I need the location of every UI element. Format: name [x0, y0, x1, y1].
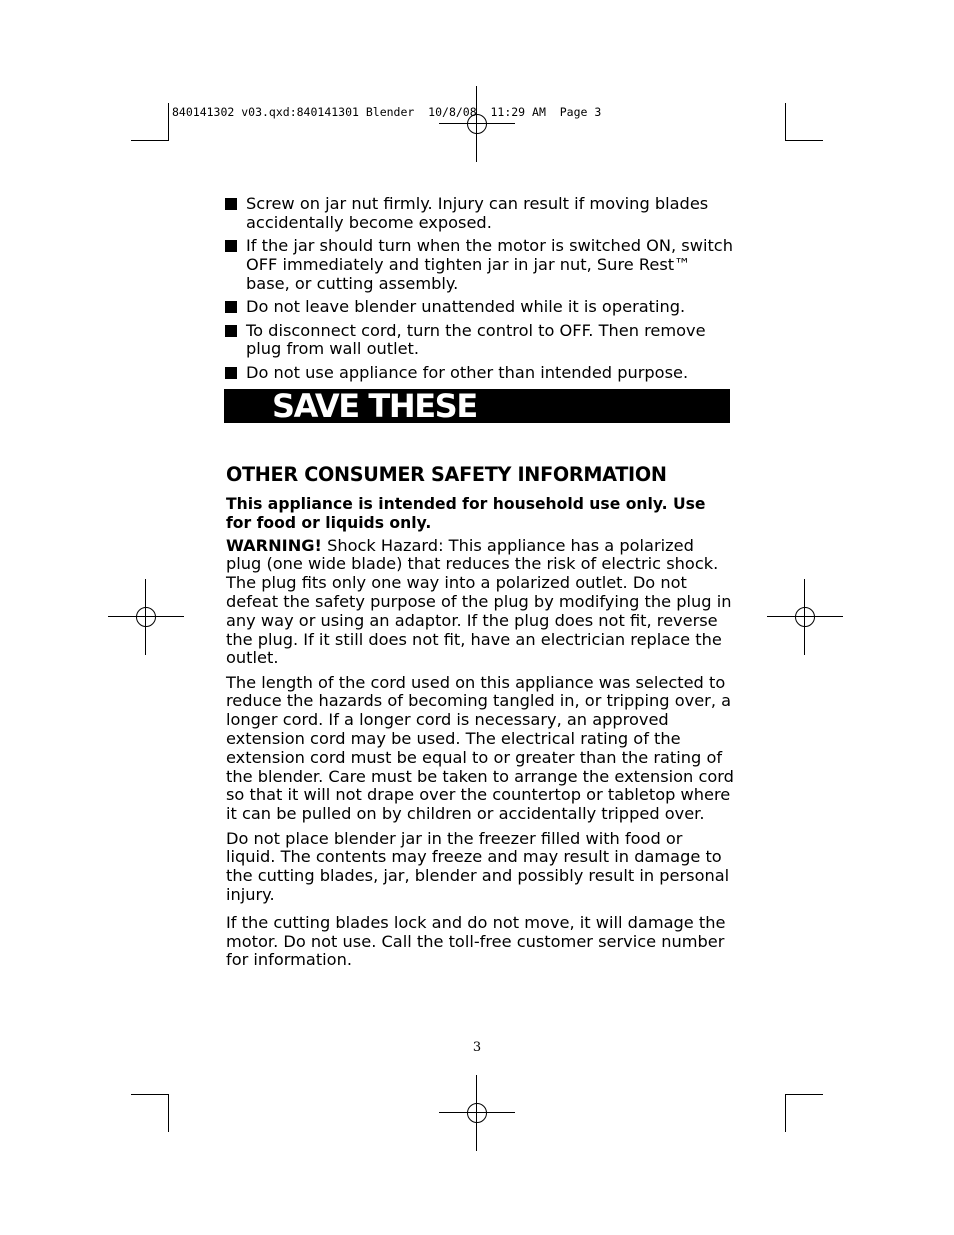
bullet-item: To disconnect cord, turn the control to OFF. Then remove plug from wall outlet.	[224, 322, 734, 360]
crop-mark-top-right-v	[785, 103, 786, 141]
consumer-safety-section	[226, 463, 734, 976]
bullet-item: Do not leave blender unattended while it is operating.	[224, 298, 734, 317]
blade-lock-paragraph: If the cutting blades lock and do not move, it will damage the motor. Do not use. Call the toll-free customer service number for information.	[226, 912, 726, 970]
crop-mark-top-left-h	[131, 140, 169, 141]
square-bullet-icon	[225, 198, 237, 210]
safety-bullet-list	[224, 195, 734, 387]
freezer-paragraph: Do not place blender jar in the freezer filled with food or liquid. The contents may freeze and may result in damage to the cutting blades, jar, blender and possibly result in personal injury.	[226, 828, 730, 904]
household-use-notice: This appliance is intended for household use only. Use for food or liquids only.	[226, 495, 706, 532]
square-bullet-icon	[225, 240, 237, 252]
bullet-item: Screw on jar nut firmly. Injury can result if moving blades accidentally become exposed.	[224, 195, 734, 233]
crop-mark-bottom-right-v	[785, 1094, 786, 1132]
crop-mark-bottom-right-h	[785, 1094, 823, 1095]
save-instructions-banner: SAVE THESE INSTRUCTIONS	[224, 389, 730, 423]
warning-text: Shock Hazard: This appliance has a polarized plug (one wide blade) that reduces the risk of electric shock. The plug fits only one way into a polarized outlet. Do not defeat the safety purpose of the plug by modifying the plug in any way or using an adaptor. If the plug does not fit, reverse the plug. If it still does not fit, have an electrician replace the outlet.	[226, 535, 732, 668]
bullet-item: Do not use appliance for other than intended purpose.	[224, 364, 734, 383]
crop-mark-bottom-left-v	[168, 1094, 169, 1132]
print-slug-line: 840141302 v03.qxd:840141301 Blender 10/8/08 11:29 AM Page 3	[172, 105, 602, 119]
cord-length-paragraph: The length of the cord used on this appliance was selected to reduce the hazards of becoming tangled in, or tripping over, a longer cord. If a longer cord is necessary, an approved extension cord may be used. The electrical rating of the extension cord must be equal to or greater than the rating of the blender. Care must be taken to arrange the extension cord so that it will not drape over the countertop or tabletop where it can be pulled on by children or accidentally tripped over.	[226, 672, 734, 824]
warning-label: WARNING!	[226, 535, 322, 555]
square-bullet-icon	[225, 301, 237, 313]
registration-mark-left-icon	[108, 579, 184, 655]
crop-mark-bottom-left-h	[131, 1094, 169, 1095]
page-number: 3	[472, 1040, 482, 1055]
warning-paragraph	[226, 537, 734, 669]
crop-mark-top-left-v	[168, 103, 169, 141]
registration-mark-top-icon	[439, 86, 515, 162]
registration-mark-right-icon	[767, 579, 843, 655]
bullet-item: If the jar should turn when the motor is switched ON, switch OFF immediately and tighten jar in jar nut, Sure Rest™ base, or cutting assembly.	[224, 237, 734, 293]
section-heading: OTHER CONSUMER SAFETY INFORMATION	[226, 463, 667, 486]
square-bullet-icon	[225, 367, 237, 379]
square-bullet-icon	[225, 325, 237, 337]
registration-mark-bottom-icon	[439, 1075, 515, 1151]
crop-mark-top-right-h	[785, 140, 823, 141]
